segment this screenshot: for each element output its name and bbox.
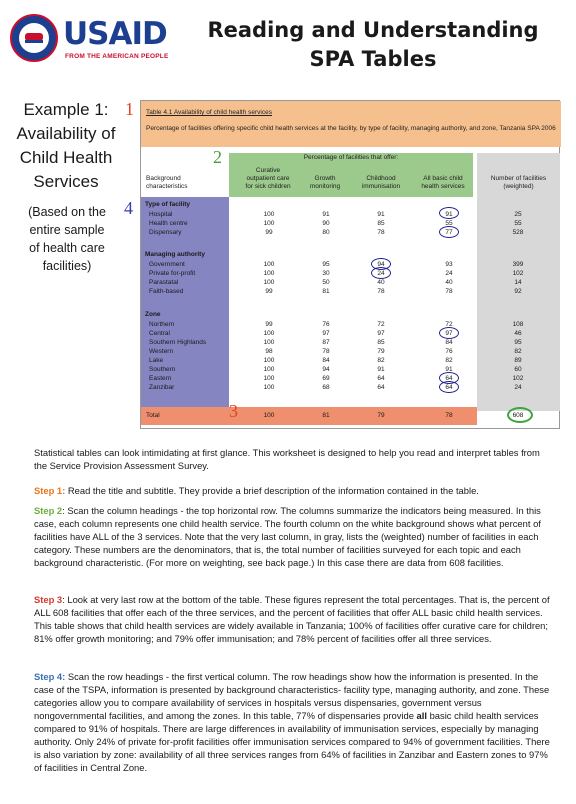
table-cell: 80 — [322, 229, 330, 236]
table-cell: 108 — [512, 321, 524, 328]
table-cell: 30 — [322, 270, 330, 277]
table-cell: 91 — [377, 366, 385, 373]
table-cell: 82 — [377, 357, 385, 364]
example-title — [10, 98, 122, 194]
table-cell: 102 — [512, 375, 524, 382]
table-cell: 94 — [322, 366, 330, 373]
column-header-line: Growth — [314, 175, 336, 182]
row-label: Lake — [149, 357, 164, 364]
example-note-line: of health care — [29, 241, 105, 255]
row-label: Western — [149, 348, 174, 355]
table-title-band — [141, 101, 561, 147]
column-header-line: immunisation — [361, 183, 401, 190]
table-cell: 76 — [445, 348, 453, 355]
table-cell: 82 — [514, 348, 522, 355]
table-cell: 82 — [445, 357, 453, 364]
page-title — [186, 16, 560, 74]
marker-3: 3 — [229, 401, 238, 421]
highlight-circle — [439, 327, 459, 339]
background-header-line: characteristics — [146, 183, 188, 190]
table-cell: 64 — [377, 375, 385, 382]
highlight-circle — [439, 207, 459, 219]
table-cell: 95 — [322, 261, 330, 268]
table-cell: 40 — [445, 279, 453, 286]
table-cell: 97 — [377, 330, 385, 337]
table-cell: 100 — [263, 220, 275, 227]
row-label: Central — [149, 330, 170, 337]
row-label: Southern — [149, 366, 176, 373]
column-header-growth — [301, 175, 349, 191]
table-cell: 91 — [445, 366, 453, 373]
table-cell: 55 — [445, 220, 453, 227]
table-cell: 95 — [514, 339, 522, 346]
table-cell: 60 — [514, 366, 522, 373]
table-cell: 100 — [263, 330, 275, 337]
table-cell: 91 — [445, 211, 453, 218]
table-cell: 99 — [265, 288, 273, 295]
column-header-line: (weighted) — [503, 183, 534, 190]
table-cell: 97 — [322, 330, 330, 337]
column-header-line: for sick children — [245, 183, 291, 190]
column-header-line: Curative — [255, 167, 281, 174]
table-cell: 68 — [322, 384, 330, 391]
row-label: Northern — [149, 321, 175, 328]
table-cell: 85 — [377, 339, 385, 346]
step-1-label: Step 1: — [34, 485, 66, 496]
example-note-line: (Based on the — [28, 205, 106, 219]
table-cell: 97 — [445, 330, 453, 337]
table-cell: 84 — [322, 357, 330, 364]
step-4-paragraph — [34, 670, 550, 774]
column-header-line: Number of facilities — [490, 175, 547, 182]
total-cell: 608 — [512, 412, 524, 419]
marker-1: 1 — [125, 99, 134, 119]
table-cell: 100 — [263, 261, 275, 268]
table-cell: 72 — [445, 321, 453, 328]
column-header-line: Childhood — [366, 175, 396, 182]
page-title-line-1: Reading and Understanding — [207, 18, 539, 42]
table-cell: 40 — [377, 279, 385, 286]
usaid-seal-icon — [10, 14, 58, 62]
table-cell: 79 — [377, 348, 385, 355]
row-label: Zanzibar — [149, 384, 175, 391]
table-subtitle: Percentage of facilities offering specific child health services at the facility, by type of facility, managing authority, and zone, Tanzania SPA 2006 — [146, 125, 556, 132]
highlight-circle — [439, 381, 459, 393]
table-cell: 24 — [514, 384, 522, 391]
table-cell: 87 — [322, 339, 330, 346]
table-cell: 64 — [445, 384, 453, 391]
table-cell: 98 — [265, 348, 273, 355]
example-title-line: Example 1: — [23, 100, 109, 119]
table-cell: 78 — [445, 288, 453, 295]
section-heading: Type of facility — [145, 201, 191, 208]
table-cell: 94 — [377, 261, 385, 268]
example-note-line: facilities) — [42, 259, 92, 273]
table-cell: 69 — [322, 375, 330, 382]
step-1-text: Read the title and subtitle. They provide a brief description of the information contained in the table. — [65, 485, 479, 496]
table-figure — [140, 100, 560, 429]
table-cell: 76 — [322, 321, 330, 328]
highlight-circle-total — [507, 407, 533, 423]
row-label: Private for-profit — [149, 270, 196, 277]
row-label: Eastern — [149, 375, 172, 382]
table-cell: 93 — [445, 261, 453, 268]
section-heading: Zone — [145, 311, 161, 318]
step-2-paragraph — [34, 504, 550, 569]
example-title-line: Services — [33, 172, 99, 191]
total-cell: 100 — [263, 412, 275, 419]
table-cell: 399 — [512, 261, 524, 268]
background-header-line: Background — [146, 175, 181, 182]
table-caption: Table 4.1 Availability of child health services — [146, 109, 272, 116]
table-cell: 24 — [377, 270, 385, 277]
percentage-header: Percentage of facilities that offer: — [303, 154, 399, 161]
row-label: Health centre — [149, 220, 188, 227]
marker-2: 2 — [213, 147, 222, 167]
table-cell: 64 — [445, 375, 453, 382]
table-cell: 90 — [322, 220, 330, 227]
table-cell: 25 — [514, 211, 522, 218]
table-cell: 89 — [514, 357, 522, 364]
table-cell: 72 — [377, 321, 385, 328]
total-label: Total — [146, 412, 160, 419]
table-cell: 24 — [445, 270, 453, 277]
step-4-label: Step 4: — [34, 671, 66, 682]
step-4-text-a: Scan the row headings - the first vertical column. The row headings show how the information is presented. In the case of the TSPA, information is presented by background characteristics- facility type, managing authority, and zone. These categories allow you to compare availability of services in hospitals versus dispensaries, government versus nongovernmental facilities, and among the zones. In this table, 77% of dispensaries provide — [34, 671, 550, 721]
column-header-line: outpatient care — [246, 175, 290, 182]
intro-paragraph: Statistical tables can look intimidating at first glance. This worksheet is designed to help you read and interpret tables from the Service Provision Assessment Survey. — [34, 447, 540, 471]
row-label: Faith-based — [149, 288, 184, 295]
table-cell: 78 — [377, 229, 385, 236]
row-label: Hospital — [149, 211, 173, 218]
step-3-text: : Look at very last row at the bottom of the table. These figures represent the total percentages. That is, the percent of ALL 608 facilities that offer each of the three services, and the percent of facilities that offer ALL basic child health services. This table shows that child health services are widely available in Tanzania; 100% of facilities offer curative care for children; 81% offer growth monitoring; and 79% offer immunisation; and 78% percent of facilities offer all three services. — [34, 594, 550, 644]
column-header-curative — [237, 167, 299, 191]
step-2-label: Step 2 — [34, 505, 63, 516]
table-cell: 100 — [263, 366, 275, 373]
step-4-text-b: basic child health services compared to 91% of hospitals. There are large differences in availability of immunisation services, especially by managing authority. Only 24% of private for-profit facilities offer immunisation services compared to 94% of government facilities. There is also variation by zone: availability of all three services ranges from 64% of facilities in Zanzibar and Eastern zones to 97% of facilities in Central Zone. — [34, 710, 550, 773]
step-2-text: : Scan the column headings - the top horizontal row. The columns summarize the indicators being measured. In this case, each column represents one child health service. The fourth column on the white background shows what percent of facilities have ALL of the 3 services. Note that the very last column, in gray, lists the (weighted) number of facilities in each category. These numbers are the denominators, that is, the total number of facilities surveyed for each topic and each background characteristic. (For more on weighting, see back page.) In this case there are data from 608 facilities. — [34, 505, 541, 568]
table-cell: 91 — [322, 211, 330, 218]
table-cell: 46 — [514, 330, 522, 337]
example-note — [14, 203, 120, 275]
step-3-paragraph — [34, 593, 550, 645]
highlight-circle — [439, 226, 459, 238]
table-cell: 14 — [514, 279, 522, 286]
table-cell: 102 — [512, 270, 524, 277]
step-3-label: Step 3 — [34, 594, 63, 605]
step-4-bold: all — [416, 710, 427, 721]
total-cell: 81 — [322, 412, 330, 419]
table-cell: 100 — [263, 279, 275, 286]
example-title-line: Child Health — [19, 148, 113, 167]
table-cell: 78 — [377, 288, 385, 295]
example-title-line: Availability of — [16, 124, 116, 143]
row-label: Southern Highlands — [149, 339, 207, 346]
table-cell: 91 — [377, 211, 385, 218]
table-cell: 78 — [322, 348, 330, 355]
table-cell: 100 — [263, 211, 275, 218]
column-header-all-services — [413, 175, 473, 191]
background-header — [146, 175, 188, 191]
table-cell: 92 — [514, 288, 522, 295]
total-cell: 79 — [377, 412, 385, 419]
example-note-line: entire sample — [29, 223, 105, 237]
row-label: Dispensary — [149, 229, 182, 236]
table-cell: 81 — [322, 288, 330, 295]
row-label: Government — [149, 261, 185, 268]
step-1-paragraph — [34, 484, 550, 497]
row-label: Parastatal — [149, 279, 179, 286]
table-cell: 55 — [514, 220, 522, 227]
column-header-line: monitoring — [309, 183, 341, 190]
table-cell: 84 — [445, 339, 453, 346]
logo-wordmark: USAID — [63, 16, 167, 52]
table-cell: 85 — [377, 220, 385, 227]
table-cell: 528 — [512, 229, 524, 236]
highlight-circle — [371, 267, 391, 279]
table-cell: 99 — [265, 321, 273, 328]
table-cell: 100 — [263, 375, 275, 382]
usaid-logo — [10, 14, 180, 64]
column-header-facilities — [477, 175, 560, 191]
column-header-line: health services — [421, 183, 465, 190]
page-title-line-2: SPA Tables — [309, 47, 437, 71]
table-cell: 100 — [263, 384, 275, 391]
table-cell: 99 — [265, 229, 273, 236]
table-cell: 100 — [263, 357, 275, 364]
table-cell: 100 — [263, 339, 275, 346]
table-cell: 100 — [263, 270, 275, 277]
column-header-immunisation — [351, 175, 411, 191]
table-cell: 50 — [322, 279, 330, 286]
section-heading: Managing authority — [145, 251, 205, 258]
table-cell: 77 — [445, 229, 453, 236]
total-cell: 78 — [445, 412, 453, 419]
marker-4: 4 — [124, 198, 133, 218]
logo-tagline: FROM THE AMERICAN PEOPLE — [65, 53, 169, 60]
column-header-line: All basic child — [423, 175, 463, 182]
table-cell: 64 — [377, 384, 385, 391]
